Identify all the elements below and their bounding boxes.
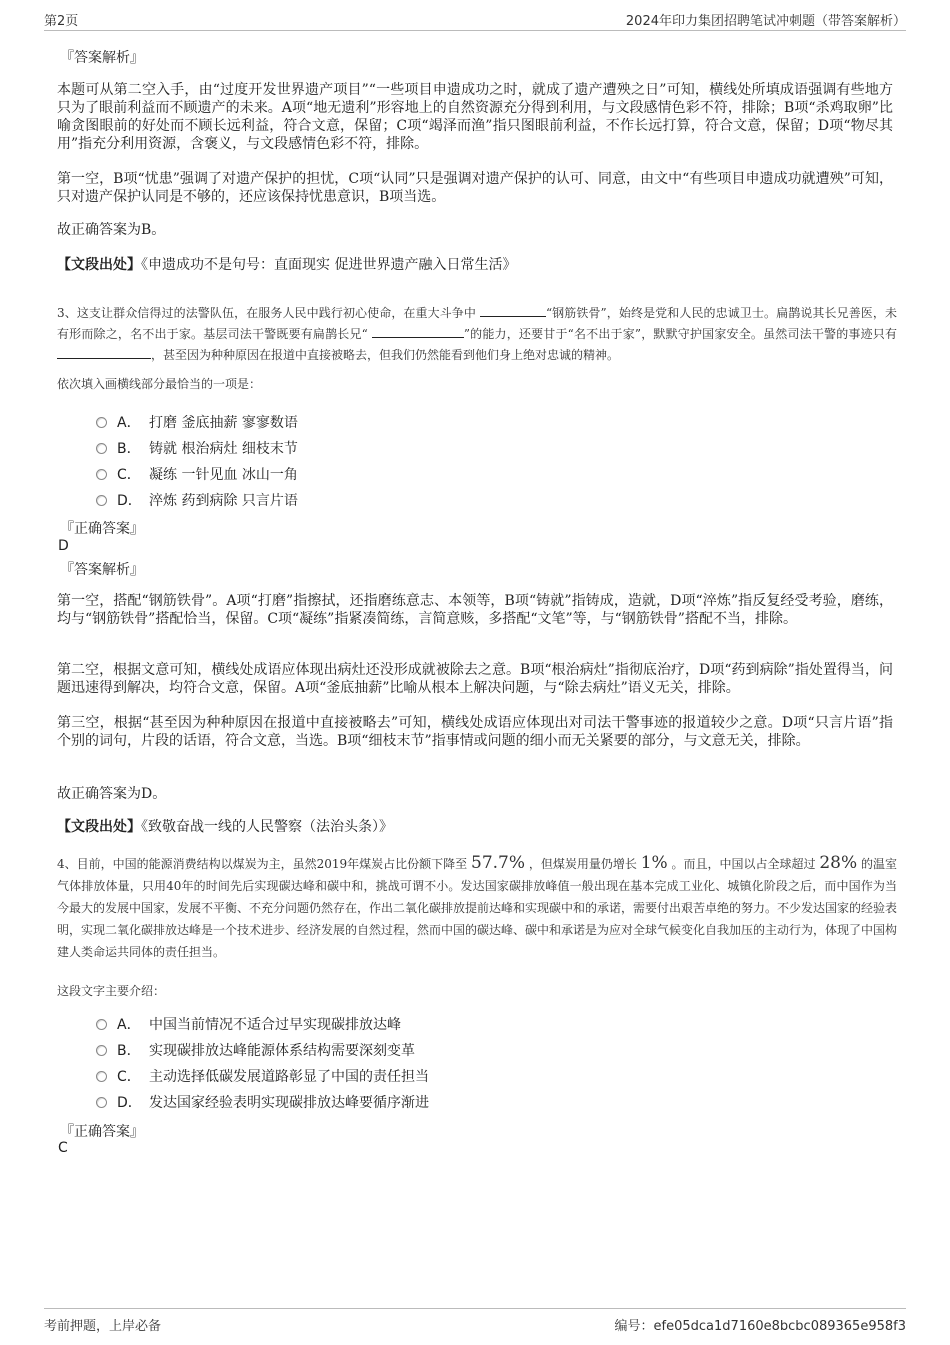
option-text: 铸就 根治病灶 细枝末节 — [149, 441, 298, 457]
footer-slogan: 考前押题，上岸必备 — [44, 1319, 162, 1334]
option-text: 实现碳排放达峰能源体系结构需要深刻变革 — [149, 1043, 415, 1059]
q2-analysis-p1: 本题可从第二空入手，由“过度开发世界遗产项目”“一些项目申遗成功之时，就成了遗产遭殃之日”可知，横线处所填成语强调有些地方只为了眼前利益而不顾遗产的未来。A项“地无遗利”形容地上的自然资源充分得到利用，与文段感情色彩不符，排除；B项“杀鸡取卵”比喻贪图眼前的好处而不顾长远利益，符合文意，保留；C项“竭泽而渔”指只图眼前利益，不作长远打算，符合文意，保留；D项“物尽其用”指充分利用资源，含褒义，与文段感情色彩不符，排除。 — [57, 82, 893, 152]
option-letter: B． — [117, 1043, 141, 1059]
q3-analysis-p2: 第二空，根据文意可知，横线处成语应体现出病灶还没形成就被除去之意。B项“根治病灶”指彻底治疗，D项“药到病除”指处置得当，问题迅速得到解决，均符合文意，保留。A项“釜底抽薪”比喻从根本上解决问题，与“除去病灶”语义无关，排除。 — [57, 662, 893, 696]
radio-icon[interactable] — [96, 469, 107, 480]
option-letter: A． — [117, 1017, 141, 1033]
q3-source — [57, 818, 893, 836]
q4-pct-2: 1% — [640, 853, 668, 873]
option-letter: D． — [117, 1095, 142, 1111]
q4-stem-part: ，但煤炭用量仍增长 — [528, 857, 637, 871]
q3-blank-3 — [57, 347, 151, 359]
page-footer — [44, 1308, 906, 1334]
source-label: 【文段出处】 — [57, 257, 141, 273]
q3-blank-1 — [480, 305, 546, 317]
q2-analysis-label: 『答案解析』 — [60, 50, 144, 66]
footer-id-value: efe05dca1d7160e8bcbc089365e958f3 — [653, 1319, 906, 1334]
option-text: 打磨 釜底抽薪 寥寥数语 — [149, 415, 298, 431]
radio-icon[interactable] — [96, 1019, 107, 1030]
footer-id-label: 编号： — [614, 1319, 654, 1334]
q3-stem-part: 3、这支让群众信得过的法警队伍，在服务人民中践行初心使命，在重大斗争中 — [57, 306, 477, 320]
radio-icon[interactable] — [96, 443, 107, 454]
option-text: 淬炼 药到病除 只言片语 — [149, 493, 298, 509]
q3-stem-part: “钢筋铁骨”，始终是党和人民的忠诚卫士。扁鹊说其长兄善医，未有形而除之，名不出于家。基层司法干警既要有扁鹊长兄“ — [57, 306, 897, 341]
q4-stem-part: 的温室气体排放体量，只用40年的时间先后实现碳达峰和碳中和，挑战可谓不小。发达国家碳排放峰值一般出现在基本完成工业化、城镇化阶段之后，而中国作为当今最大的发展中国家，发展不平衡、不充分问题仍然存在，作出二氧化碳排放提前达峰和实现碳中和的承诺，需要付出艰苦卓绝的努力。不少发达国家的经验表明，实现二氧化碳排放达峰是一个技术进步、经济发展的自然过程，然而中国的碳达峰、碳中和承诺是为应对全球气候变化自我加压的主动行为，体现了中国构建人类命运共同体的责任担当。 — [57, 857, 898, 959]
option-letter: C． — [117, 467, 141, 483]
q3-source-title: 《致敬奋战一线的人民警察（法治头条）》 — [141, 819, 393, 835]
q4-option-d[interactable] — [96, 1092, 429, 1112]
option-text: 主动选择低碳发展道路彰显了中国的责任担当 — [149, 1069, 429, 1085]
radio-icon[interactable] — [96, 495, 107, 506]
document-title: 2024年印力集团招聘笔试冲刺题（带答案解析） — [625, 14, 906, 29]
page-header — [44, 8, 906, 31]
q3-analysis-p1: 第一空，搭配“钢筋铁骨”。A项“打磨”指擦拭，还指磨练意志、本领等，B项“铸就”指铸成，造就，D项“淬炼”指反复经受考验，磨练，均与“钢筋铁骨”搭配恰当，保留。C项“凝练”指紧凑简练，言简意赅，多搭配“文笔”等，与“钢筋铁骨”搭配不当，排除。 — [57, 593, 893, 627]
option-text: 凝练 一针见血 冰山一角 — [149, 467, 298, 483]
q3-correct-label: 『正确答案』 — [60, 521, 144, 537]
q4-option-c[interactable] — [96, 1066, 429, 1086]
q3-blank-2 — [372, 326, 464, 338]
q3-option-b[interactable] — [96, 438, 298, 458]
option-letter: C． — [117, 1069, 141, 1085]
footer-id — [615, 1315, 906, 1334]
q4-stem — [57, 852, 897, 963]
q3-prompt: 依次填入画横线部分最恰当的一项是： — [57, 377, 262, 391]
page-number: 第2页 — [44, 14, 79, 29]
q3-analysis-p3: 第三空，根据“甚至因为种种原因在报道中直接被略去”可知，横线处成语应体现出对司法干警事迹的报道较少之意。D项“只言片语”指个别的词句，片段的话语，符合文意，当选。B项“细枝末节”指事情或问题的细小而无关紧要的部分，与文意无关，排除。 — [57, 715, 893, 749]
q3-stem-part: ”的能力，还要甘于“名不出于家”，默默守护国家安全。虽然司法干警的事迹只有 — [463, 327, 897, 341]
q4-stem-part: 。而且，中国以占全球超过 — [671, 857, 816, 871]
q3-analysis-p4: 故正确答案为D。 — [57, 786, 167, 802]
q4-option-b[interactable] — [96, 1040, 415, 1060]
radio-icon[interactable] — [96, 1097, 107, 1108]
option-letter: D． — [117, 493, 142, 509]
q4-prompt: 这段文字主要介绍： — [57, 984, 166, 998]
q3-option-d[interactable] — [96, 490, 298, 510]
q2-analysis-p2: 第一空，B项“忧患”强调了对遗产保护的担忧，C项“认同”只是强调对遗产保护的认可、同意，由文中“有些项目申遗成功就遭殃”可知，只对遗产保护认同是不够的，还应该保持忧患意识，B项当选。 — [57, 171, 893, 205]
radio-icon[interactable] — [96, 1045, 107, 1056]
q4-option-a[interactable] — [96, 1014, 401, 1034]
q2-source-title: 《申遗成功不是句号：直面现实 促进世界遗产融入日常生活》 — [141, 257, 517, 273]
q3-answer: D — [58, 538, 69, 554]
q4-answer: C — [58, 1140, 68, 1156]
option-text: 中国当前情况不适合过早实现碳排放达峰 — [149, 1017, 401, 1033]
q4-correct-label: 『正确答案』 — [60, 1124, 144, 1140]
radio-icon[interactable] — [96, 1071, 107, 1082]
q3-stem — [57, 303, 897, 366]
option-letter: A． — [117, 415, 141, 431]
option-text: 发达国家经验表明实现碳排放达峰要循序渐进 — [149, 1095, 429, 1111]
q2-source — [57, 256, 893, 274]
q3-analysis-label: 『答案解析』 — [60, 562, 144, 578]
q2-analysis-p3: 故正确答案为B。 — [57, 222, 166, 238]
source-label: 【文段出处】 — [57, 819, 141, 835]
q4-pct-1: 57.7% — [471, 853, 526, 873]
q3-option-c[interactable] — [96, 464, 298, 484]
radio-icon[interactable] — [96, 417, 107, 428]
q4-stem-part: 4、目前，中国的能源消费结构以煤炭为主，虽然2019年煤炭占比份额下降至 — [57, 857, 468, 871]
q3-stem-part: ，甚至因为种种原因在报道中直接被略去，但我们仍然能看到他们身上绝对忠诚的精神。 — [151, 348, 620, 362]
q3-option-a[interactable] — [96, 412, 298, 432]
q4-pct-3: 28% — [819, 853, 858, 873]
option-letter: B． — [117, 441, 141, 457]
